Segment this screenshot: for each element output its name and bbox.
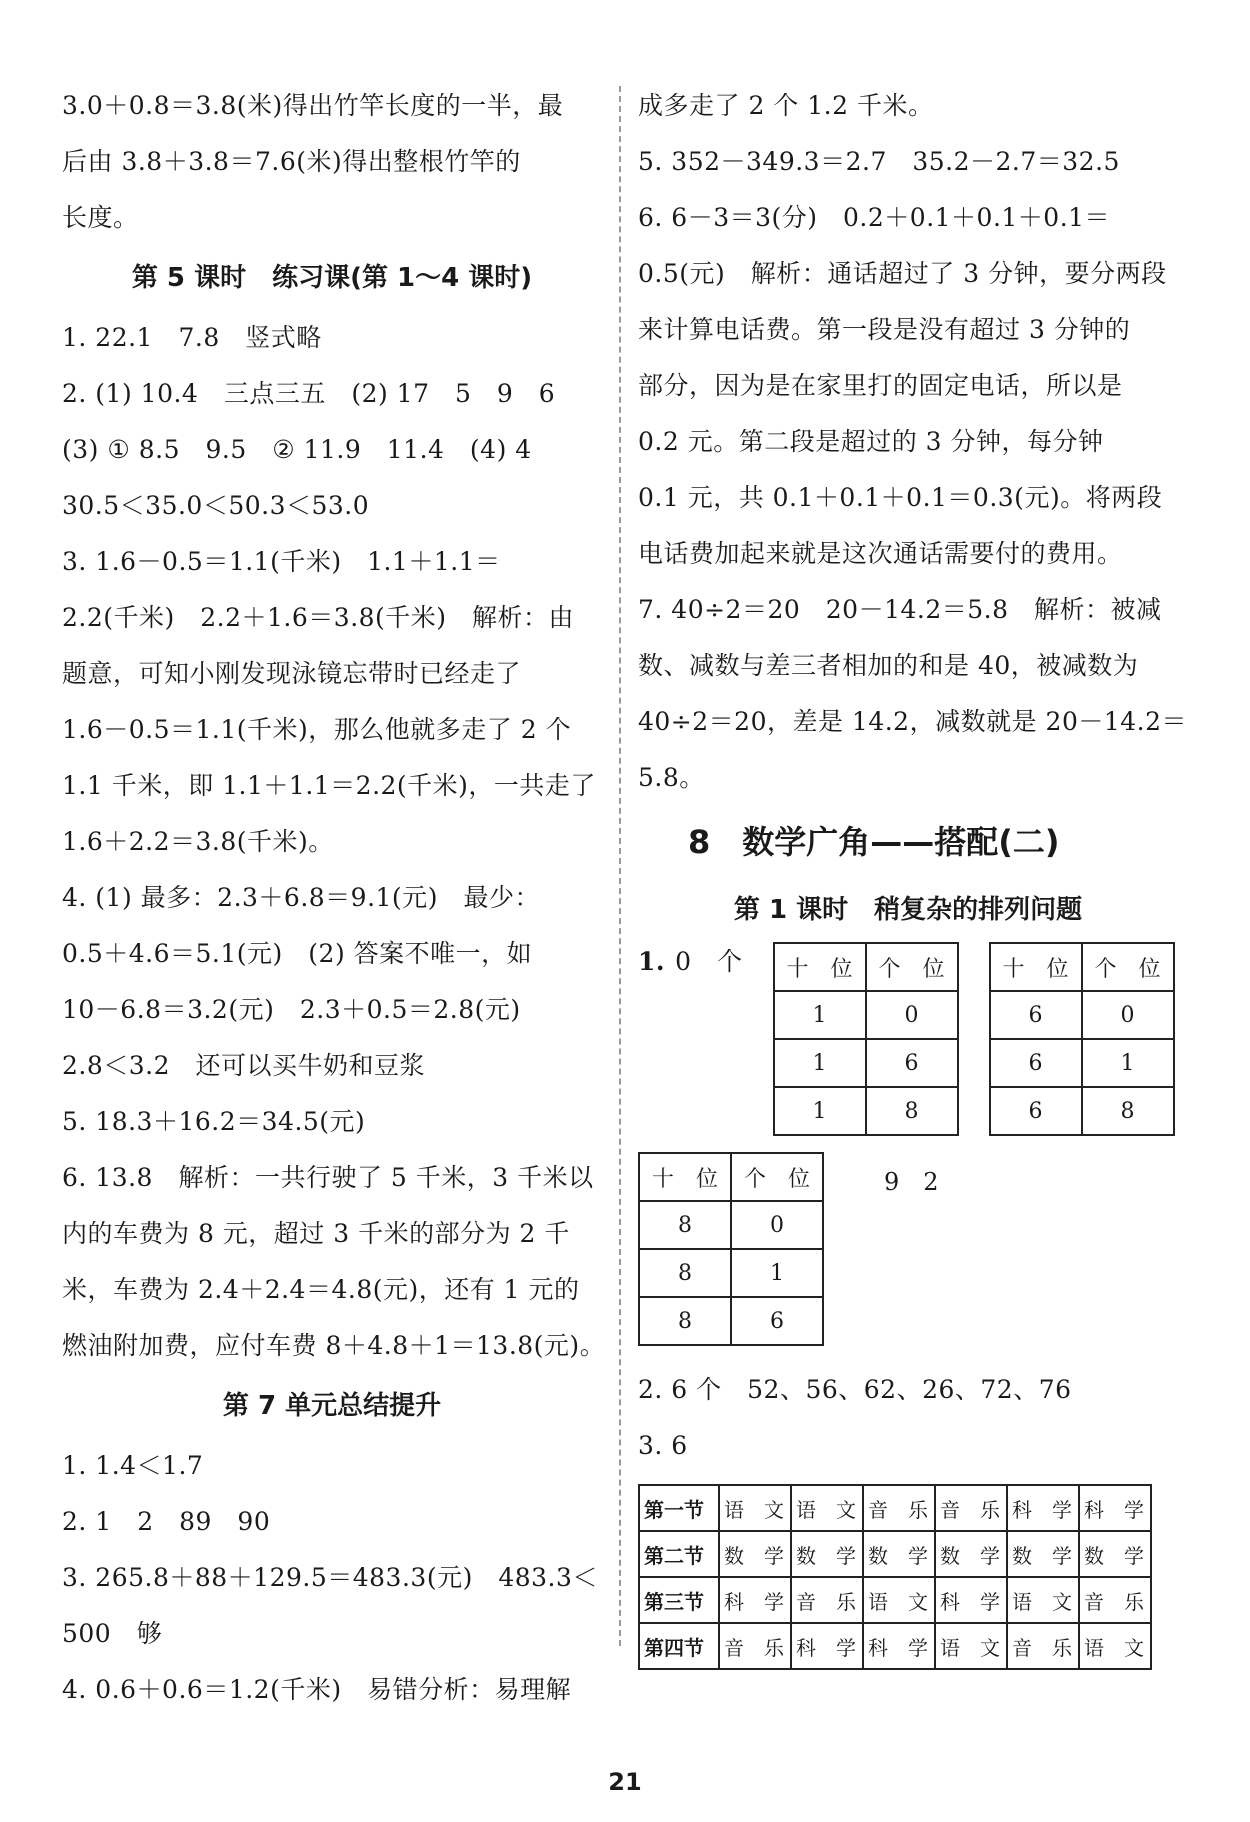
- text-line: 1.6－0.5＝1.1(千米)，那么他就多走了 2 个: [62, 715, 572, 744]
- schedule-cell: 语 文: [719, 1485, 791, 1531]
- text-line: 40÷2＝20，差是 14.2，减数就是 20－14.2＝: [638, 707, 1188, 736]
- text-line: 2.2(千米) 2.2＋1.6＝3.8(千米) 解析：由: [62, 603, 575, 632]
- page-number: 21: [608, 1768, 642, 1796]
- text-line: 成多走了 2 个 1.2 千米。: [638, 91, 934, 120]
- text-line: 7. 40÷2＝20 20－14.2＝5.8 解析：被减: [638, 595, 1162, 624]
- text-line: 燃油附加费，应付车费 8＋4.8＋1＝13.8(元)。: [62, 1331, 606, 1360]
- text-line: 部分，因为是在家里打的固定电话，所以是: [638, 371, 1123, 400]
- schedule-cell: 科 学: [935, 1577, 1007, 1623]
- period-label: 第三节: [639, 1577, 719, 1623]
- column-divider: [619, 86, 621, 1646]
- schedule-cell: 语 文: [791, 1485, 863, 1531]
- cell: 0: [1082, 991, 1174, 1039]
- cell: 8: [639, 1201, 731, 1249]
- header-ones: 个 位: [731, 1153, 823, 1201]
- q1-tables-row: [638, 942, 1178, 1152]
- text-line: 1. 1.4＜1.7: [62, 1451, 204, 1480]
- schedule-cell: 科 学: [863, 1623, 935, 1669]
- text-line: 3. 265.8＋88＋129.5＝483.3(元) 483.3＜: [62, 1563, 598, 1592]
- header-tens: 十 位: [774, 943, 866, 991]
- schedule-cell: 语 文: [863, 1577, 935, 1623]
- text-line: 3.0＋0.8＝3.8(米)得出竹竿长度的一半，最: [62, 91, 564, 120]
- q1-tables-row-2: [638, 1152, 1178, 1362]
- header-tens: 十 位: [639, 1153, 731, 1201]
- cell: 6: [731, 1297, 823, 1345]
- schedule-table: [638, 1484, 1152, 1670]
- cell: 1: [774, 1087, 866, 1135]
- header-ones: 个 位: [1082, 943, 1174, 991]
- text-line: 后由 3.8＋3.8＝7.6(米)得出整根竹竿的: [62, 147, 521, 176]
- schedule-cell: 数 学: [719, 1531, 791, 1577]
- text-line: 3. 1.6－0.5＝1.1(千米) 1.1＋1.1＝: [62, 547, 501, 576]
- schedule-cell: 语 文: [1007, 1577, 1079, 1623]
- schedule-row: [639, 1577, 1151, 1623]
- q1-suffix: 9 2: [884, 1168, 939, 1196]
- right-column: [638, 78, 1188, 1670]
- cell: 8: [639, 1297, 731, 1345]
- text-line: 5.8。: [638, 763, 705, 792]
- text-line: 4. 0.6＋0.6＝1.2(千米) 易错分析：易理解: [62, 1675, 572, 1704]
- text-line: 数、减数与差三者相加的和是 40，被减数为: [638, 651, 1139, 680]
- text-line: 1. 22.1 7.8 竖式略: [62, 323, 322, 352]
- text-line: (3) ① 8.5 9.5 ② 11.9 11.4 (4) 4: [62, 435, 532, 464]
- schedule-cell: 语 文: [935, 1623, 1007, 1669]
- text-line: 2. (1) 10.4 三点三五 (2) 17 5 9 6: [62, 379, 556, 408]
- schedule-row: [639, 1485, 1151, 1531]
- schedule-cell: 科 学: [719, 1577, 791, 1623]
- cell: 1: [774, 991, 866, 1039]
- schedule-cell: 数 学: [1079, 1531, 1151, 1577]
- schedule-row: [639, 1623, 1151, 1669]
- text-line: 3. 6: [638, 1431, 688, 1460]
- text-line: 30.5＜35.0＜50.3＜53.0: [62, 491, 370, 520]
- digit-table-3: [638, 1152, 824, 1346]
- text-line: 米，车费为 2.4＋2.4＝4.8(元)，还有 1 元的: [62, 1275, 580, 1304]
- section-title-lesson-5: 第 5 课时 练习课(第 1～4 课时): [131, 263, 533, 293]
- schedule-cell: 数 学: [935, 1531, 1007, 1577]
- text-line: 电话费加起来就是这次通话需要付的费用。: [638, 539, 1123, 568]
- left-column: [62, 78, 606, 1718]
- text-line: 1.1 千米，即 1.1＋1.1＝2.2(千米)，一共走了: [62, 771, 596, 800]
- text-line: 10－6.8＝3.2(元) 2.3＋0.5＝2.8(元): [62, 995, 521, 1024]
- cell: 1: [774, 1039, 866, 1087]
- text-line: 0.1 元，共 0.1＋0.1＋0.1＝0.3(元)。将两段: [638, 483, 1163, 512]
- digit-table-1: [773, 942, 959, 1136]
- digit-table-2: [989, 942, 1175, 1136]
- schedule-cell: 数 学: [1007, 1531, 1079, 1577]
- q1-prefix-text: 0 个: [675, 947, 743, 976]
- text-line: 1.6＋2.2＝3.8(千米)。: [62, 827, 334, 856]
- period-label: 第一节: [639, 1485, 719, 1531]
- header-tens: 十 位: [990, 943, 1082, 991]
- schedule-cell: 科 学: [1079, 1485, 1151, 1531]
- cell: 6: [990, 1087, 1082, 1135]
- text-line: 内的车费为 8 元，超过 3 千米的部分为 2 千: [62, 1219, 570, 1248]
- cell: 6: [866, 1039, 958, 1087]
- lesson-title: 第 1 课时 稍复杂的排列问题: [733, 895, 1083, 925]
- schedule-cell: 音 乐: [1079, 1577, 1151, 1623]
- text-line: 0.5＋4.6＝5.1(元) (2) 答案不唯一，如: [62, 939, 533, 968]
- period-label: 第二节: [639, 1531, 719, 1577]
- schedule-cell: 音 乐: [791, 1577, 863, 1623]
- cell: 0: [866, 991, 958, 1039]
- text-line: 2.8＜3.2 还可以买牛奶和豆浆: [62, 1051, 426, 1080]
- cell: 6: [990, 1039, 1082, 1087]
- schedule-cell: 音 乐: [863, 1485, 935, 1531]
- q1-prefix: [638, 942, 743, 982]
- schedule-cell: 音 乐: [1007, 1623, 1079, 1669]
- cell: 1: [1082, 1039, 1174, 1087]
- text-line: 6. 6－3＝3(分) 0.2＋0.1＋0.1＋0.1＝: [638, 203, 1111, 232]
- text-line: 5. 18.3＋16.2＝34.5(元): [62, 1107, 366, 1136]
- cell: 6: [990, 991, 1082, 1039]
- schedule-cell: 数 学: [791, 1531, 863, 1577]
- schedule-cell: 科 学: [1007, 1485, 1079, 1531]
- text-line: 2. 6 个 52、56、62、26、72、76: [638, 1375, 1072, 1404]
- text-line: 题意，可知小刚发现泳镜忘带时已经走了: [62, 659, 522, 688]
- schedule-cell: 语 文: [1079, 1623, 1151, 1669]
- cell: 1: [731, 1249, 823, 1297]
- question-number: 1.: [638, 947, 666, 976]
- period-label: 第四节: [639, 1623, 719, 1669]
- text-line: 6. 13.8 解析：一共行驶了 5 千米，3 千米以: [62, 1163, 594, 1192]
- text-line: 2. 1 2 89 90: [62, 1507, 271, 1536]
- cell: 8: [639, 1249, 731, 1297]
- cell: 8: [1082, 1087, 1174, 1135]
- schedule-cell: 科 学: [791, 1623, 863, 1669]
- schedule-cell: 数 学: [863, 1531, 935, 1577]
- text-line: 0.2 元。第二段是超过的 3 分钟，每分钟: [638, 427, 1104, 456]
- schedule-cell: 音 乐: [719, 1623, 791, 1669]
- text-line: 来计算电话费。第一段是没有超过 3 分钟的: [638, 315, 1131, 344]
- schedule-cell: 音 乐: [935, 1485, 1007, 1531]
- text-line: 4. (1) 最多：2.3＋6.8＝9.1(元) 最少：: [62, 883, 540, 912]
- text-line: 长度。: [62, 203, 139, 232]
- text-line: 0.5(元) 解析：通话超过了 3 分钟，要分两段: [638, 259, 1167, 288]
- cell: 0: [731, 1201, 823, 1249]
- cell: 8: [866, 1087, 958, 1135]
- text-line: 5. 352－349.3＝2.7 35.2－2.7＝32.5: [638, 147, 1120, 176]
- schedule-row: [639, 1531, 1151, 1577]
- chapter-title: 8 数学广角——搭配(二): [688, 823, 1060, 861]
- section-title-unit-7-summary: 第 7 单元总结提升: [222, 1391, 442, 1421]
- text-line: 500 够: [62, 1619, 163, 1648]
- header-ones: 个 位: [866, 943, 958, 991]
